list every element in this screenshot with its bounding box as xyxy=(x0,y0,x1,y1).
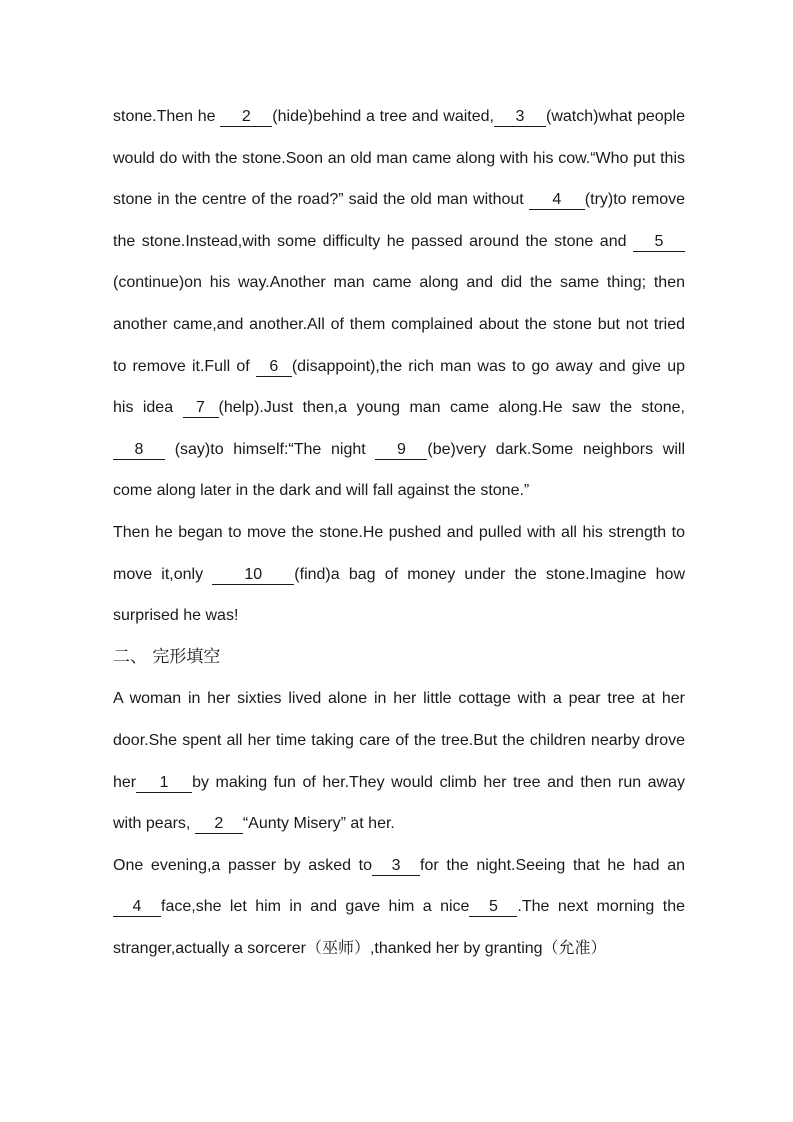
text-run: Then he began to move the stone.He pushed and pulled with all his strength to move it,only xyxy=(113,523,685,583)
story-paragraph-2 xyxy=(113,512,685,637)
text-run: “Aunty Misery” at her. xyxy=(242,815,395,833)
cloze-paragraph-2 xyxy=(113,845,685,970)
text-run: A woman in her sixties lived alone in her little cottage with a pear tree at her door.She spent all her time taking care of the tree.But the children nearby drove her xyxy=(113,690,685,791)
blank-2: 2 xyxy=(220,108,272,127)
cloze-blank-5: 5 xyxy=(469,898,517,917)
text-run: (hide)behind a tree and waited, xyxy=(272,108,494,125)
blank-7: 7 xyxy=(183,399,219,418)
blank-9: 9 xyxy=(375,441,427,460)
text-run: One evening,a passer by asked to xyxy=(113,856,373,874)
cloze-blank-1: 1 xyxy=(136,774,192,793)
cloze-blank-2: 2 xyxy=(195,815,243,834)
cloze-paragraph-1 xyxy=(113,678,685,844)
blank-4: 4 xyxy=(529,191,585,210)
text-run: (disappoint),the rich man was to go away and give up his idea xyxy=(113,357,686,417)
text-run: face,she let him in and gave him a nice xyxy=(161,898,470,916)
text-run: by making fun of her.They would climb her tree and then run away with pears, xyxy=(113,773,685,833)
text-run: .The next morning the stranger,actually a sorcerer（巫师）,thanked her by granting（允准） xyxy=(113,898,685,957)
blank-10: 10 xyxy=(212,566,294,585)
blank-8: 8 xyxy=(113,441,165,460)
text-run: (continue)on his way.Another man came along and did the same thing; then another came,and another.All of them complained about the stone but not tried to remove it.Full of xyxy=(113,274,685,375)
text-run: (find)a bag of money under the stone.Imagine how surprised he was! xyxy=(113,565,686,625)
text-run: (be)very dark.Some neighbors will come along later in the dark and will fall against the stone.” xyxy=(113,440,686,500)
blank-6: 6 xyxy=(256,358,292,377)
text-run: (watch)what people would do with the stone.Soon an old man came along with his cow.“Who put this stone in the centre of the road?” said the old man without xyxy=(113,108,685,209)
text-run: for the night.Seeing that he had an xyxy=(420,856,685,874)
blank-5: 5 xyxy=(633,233,685,252)
text-run: (say)to himself:“The night xyxy=(165,440,376,458)
blank-3: 3 xyxy=(494,108,546,127)
cloze-blank-3: 3 xyxy=(372,857,420,876)
text-run: (help).Just then,a young man came along.He saw the stone, xyxy=(218,399,686,417)
cloze-blank-4: 4 xyxy=(113,898,161,917)
text-run: stone.Then he xyxy=(113,108,221,125)
document-body xyxy=(113,96,685,969)
text-run: (try)to remove the stone.Instead,with some difficulty he passed around the stone and xyxy=(113,191,685,250)
section-heading: 二、 完形填空 xyxy=(113,646,221,667)
story-paragraph-1 xyxy=(113,96,685,512)
